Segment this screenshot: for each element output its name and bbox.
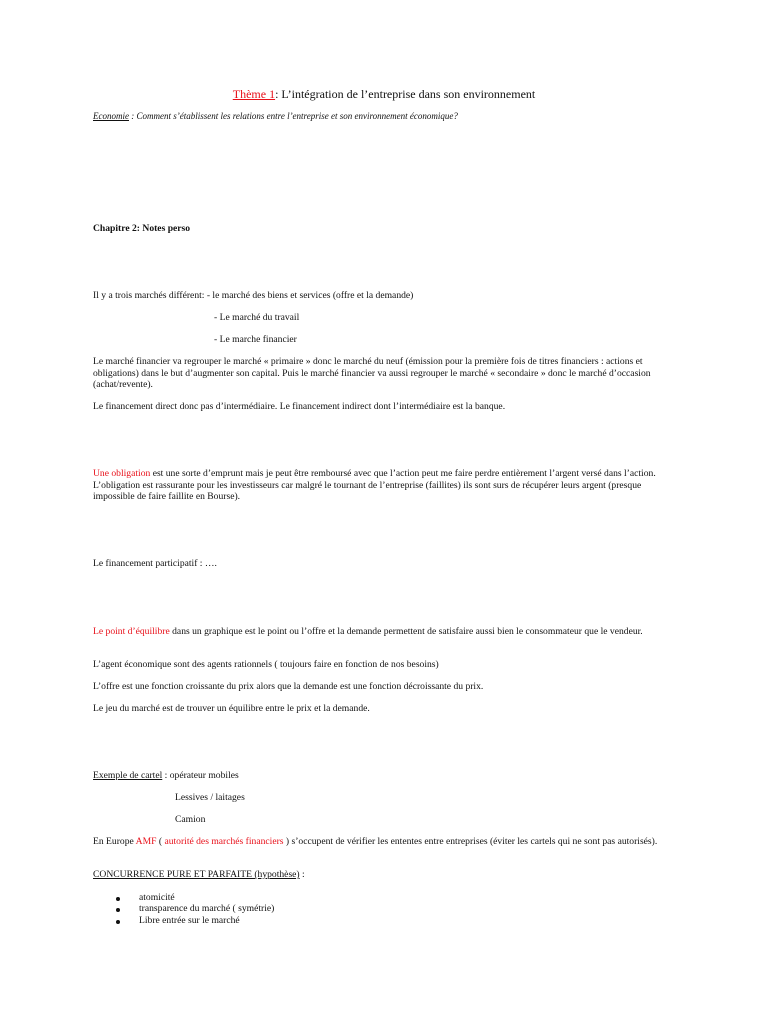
paragraph-obligation: [93, 468, 677, 503]
concurrence-bullet-3: Libre entrée sur le marché: [139, 915, 240, 926]
equilibre-text: dans un graphique est le point ou l’offre et la demande permettent de satisfaire aussi bien le consommateur que le vendeur.: [169, 626, 643, 637]
equilibre-term: Le point d’équilibre: [93, 626, 170, 637]
concurrence-title: CONCURRENCE PURE ET PARFAITE (hypothèse): [93, 869, 300, 880]
amf-text: ) s’occupent de vérifier les ententes entre entreprises (éviter les cartels qui ne sont pas autorisés).: [283, 836, 658, 847]
paragraph-amf: [93, 836, 677, 848]
theme-title: : L’intégration de l’entreprise dans son environnement: [275, 87, 536, 101]
paragraph-offre: L’offre est une fonction croissante du prix alors que la demande est une fonction décroissante du prix.: [93, 681, 484, 692]
paragraph-point-equilibre: [93, 626, 677, 638]
bullet-dot: [116, 897, 120, 901]
chapter-heading: Chapitre 2: Notes perso: [93, 223, 191, 234]
paragraph-marche-financier: Le marché financier va regrouper le marché « primaire » donc le marché du neuf (émission pour la première fois de titres financiers : actions et obligations) dans le but d’augmenter son capital. Puis le marché financier va aussi regrouper le marché « secondaire » donc le marché d’occasion (achat/revente).: [93, 356, 651, 390]
theme-label: Thème 1: [232, 87, 276, 101]
cartel-example: [93, 770, 239, 782]
cartel-label: Exemple de cartel: [93, 770, 163, 781]
paragraph-jeu: Le jeu du marché est de trouver un équilibre entre le prix et la demande.: [93, 703, 370, 714]
concurrence-colon: :: [299, 869, 305, 880]
paragraph-agent: L’agent économique sont des agents rationnels ( toujours faire en fonction de nos besoins): [93, 659, 439, 670]
markets-intro: Il y a trois marchés différent: - le marché des biens et services (offre et la demande): [93, 290, 414, 301]
cartel-item-camion: Camion: [175, 814, 206, 825]
concurrence-bullet-1: atomicité: [139, 892, 175, 903]
subtitle: [93, 111, 693, 123]
obligation-term: Une obligation: [93, 468, 151, 479]
bullet-dot: [116, 920, 120, 924]
paragraph-financement-participatif: Le financement participatif : ….: [93, 558, 217, 569]
markets-item-financier: - Le marche financier: [214, 334, 297, 345]
paragraph-financement: Le financement direct donc pas d’intermédiaire. Le financement indirect dont l’intermédiaire est la banque.: [93, 401, 506, 412]
cartel-text: : opérateur mobiles: [162, 770, 239, 781]
obligation-text: est une sorte d’emprunt mais je peut être remboursé avec que l’action peut me faire perdre entièrement l’argent versé dans l’action. L’obligation est rassurante pour les investisseurs car malgré le tournant de l’entreprise (faillites) ils sont surs de récupérer leurs argent (presque impossible de faire faillite en Bourse).: [93, 468, 656, 502]
markets-item-travail: - Le marché du travail: [214, 312, 300, 323]
bullet-dot: [116, 908, 120, 912]
concurrence-bullet-2: transparence du marché ( symétrie): [139, 903, 275, 914]
subtitle-text: : Comment s’établissent les relations entre l’entreprise et son environnement économique?: [129, 111, 458, 121]
subtitle-label: Economie: [93, 111, 129, 121]
cartel-item-lessives: Lessives / laitages: [175, 792, 245, 803]
amf-open: (: [156, 836, 165, 847]
amf-full: autorité des marchés financiers: [164, 836, 284, 847]
amf-acronym: AMF: [135, 836, 157, 847]
amf-prefix: En Europe: [93, 836, 136, 847]
page-title: [0, 87, 768, 101]
concurrence-heading: [93, 869, 305, 881]
